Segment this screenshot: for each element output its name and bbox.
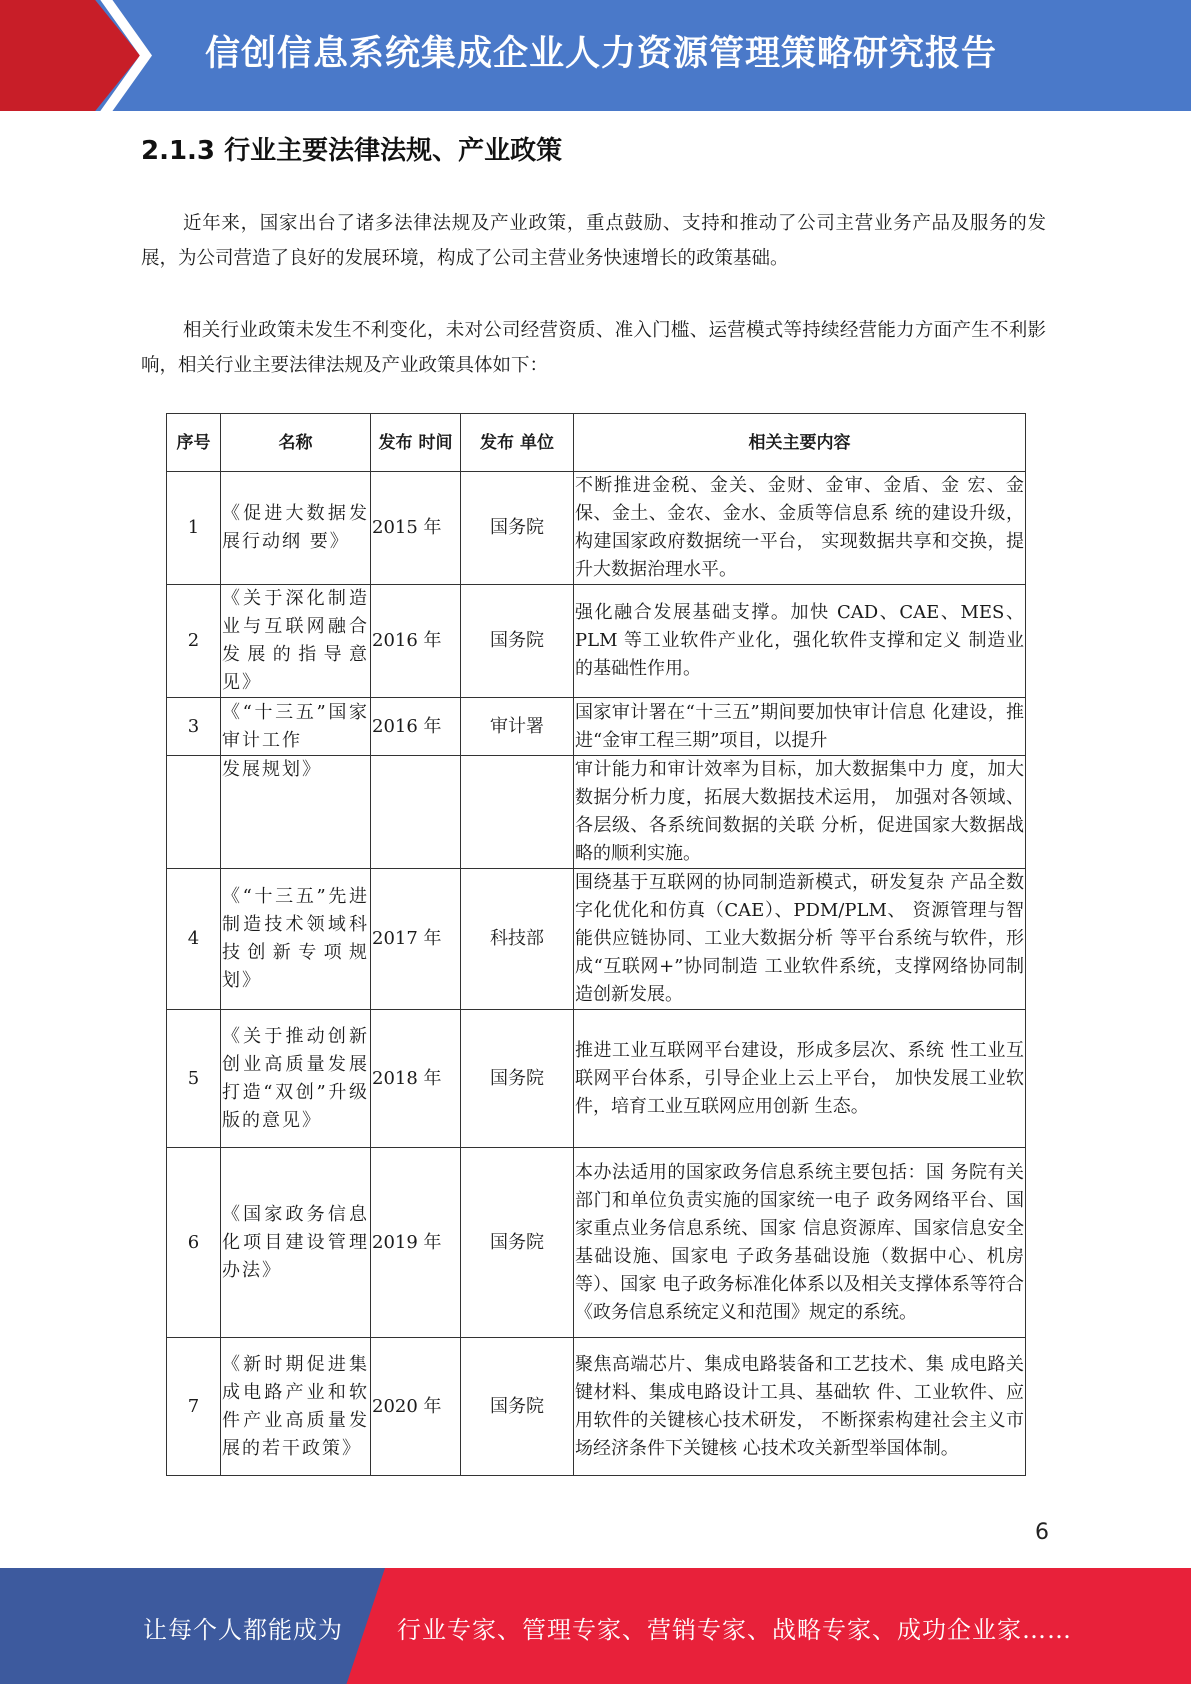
row-index: 3	[167, 698, 221, 756]
row-unit: 审计署	[461, 698, 574, 756]
row-index: 7	[167, 1338, 221, 1476]
row-content: 本办法适用的国家政务信息系统主要包括：国 务院有关部门和单位负责实施的国家统一电子 政务网络平台、国家重点业务信息系统、国家 信息资源库、国家信息安全基础设施、国家电 子政务基础设施（数据中心、机房等）、国家 电子政务标准化体系以及相关支撑体系等符合 《政务信息系统定义和范围》规定的系统。	[574, 1148, 1026, 1338]
table-row	[167, 756, 1026, 869]
row-name: 《“十三五”国家审计工作	[221, 698, 371, 756]
row-content: 国家审计署在“十三五”期间要加快审计信息 化建设，推进“金审工程三期”项目，以提升	[574, 698, 1026, 756]
row-unit: 国务院	[461, 1148, 574, 1338]
table-row	[167, 698, 1026, 756]
footer-slogan-left: 让每个人都能成为	[143, 1616, 343, 1644]
intro-paragraph: 近年来，国家出台了诸多法律法规及产业政策，重点鼓励、支持和推动了公司主营业务产品及服务的发展，为公司营造了良好的发展环境，构成了公司主营业务快速增长的政策基础。	[141, 213, 1046, 269]
row-name: 《“十三五”先进制造技术领域科技创新专项规划》	[221, 869, 371, 1010]
row-index: 4	[167, 869, 221, 1010]
row-content: 推进工业互联网平台建设，形成多层次、系统 性工业互联网平台体系，引导企业上云上平台， 加快发展工业软件，培育工业互联网应用创新 生态。	[574, 1010, 1026, 1148]
row-name: 《关于深化制造业与互联网融合发展的指导意见》	[221, 585, 371, 698]
page-number: 6	[1035, 1520, 1049, 1545]
table-row	[167, 585, 1026, 698]
row-unit: 国务院	[461, 1338, 574, 1476]
footer-slogan-right: 行业专家、管理专家、营销专家、战略专家、成功企业家……	[397, 1616, 1072, 1644]
row-index: 5	[167, 1010, 221, 1148]
row-year: 2016 年	[371, 698, 461, 756]
row-content: 强化融合发展基础支撑。加快 CAD、CAE、MES、PLM 等工业软件产业化，强化软件支撑和定义 制造业的基础性作用。	[574, 585, 1026, 698]
header-year: 发布 时间	[371, 414, 461, 472]
row-index	[167, 756, 221, 869]
row-year: 2020 年	[371, 1338, 461, 1476]
table-row	[167, 869, 1026, 1010]
row-unit: 国务院	[461, 472, 574, 585]
header-content: 相关主要内容	[574, 414, 1026, 472]
row-name: 《关于推动创新创业高质量发展打造“双创”升级版的意见》	[221, 1010, 371, 1148]
row-name: 《促进大数据发展行动纲 要》	[221, 472, 371, 585]
row-unit: 国务院	[461, 1010, 574, 1148]
row-content: 不断推进金税、金关、金财、金审、金盾、金 宏、金保、金土、金农、金水、金质等信息系 统的建设升级，构建国家政府数据统一平台， 实现数据共享和交换，提升大数据治理水平。	[574, 472, 1026, 585]
section-heading: 2.1.3 行业主要法律法规、产业政策	[141, 136, 563, 166]
row-year: 2019 年	[371, 1148, 461, 1338]
table-row	[167, 1338, 1026, 1476]
row-name: 发展规划》	[221, 756, 371, 869]
table-row	[167, 1148, 1026, 1338]
row-content: 审计能力和审计效率为目标，加大数据集中力 度，加大数据分析力度，拓展大数据技术运用， 加强对各领域、各层级、各系统间数据的关联 分析，促进国家大数据战略的顺利实施。	[574, 756, 1026, 869]
table-header-row	[167, 414, 1026, 472]
policy-table	[166, 413, 1026, 1476]
page-header	[0, 0, 1191, 111]
row-year: 2018 年	[371, 1010, 461, 1148]
header-unit: 发布 单位	[461, 414, 574, 472]
row-year: 2017 年	[371, 869, 461, 1010]
table-row	[167, 472, 1026, 585]
row-unit: 国务院	[461, 585, 574, 698]
row-year	[371, 756, 461, 869]
row-unit: 科技部	[461, 869, 574, 1010]
row-name: 《新时期促进集成电路产业和软件产业高质量发展的若干政策》	[221, 1338, 371, 1476]
row-year: 2015 年	[371, 472, 461, 585]
row-name: 《国家政务信息化项目建设管理办法》	[221, 1148, 371, 1338]
row-index: 6	[167, 1148, 221, 1338]
row-content: 聚焦高端芯片、集成电路装备和工艺技术、集 成电路关键材料、集成电路设计工具、基础软 件、工业软件、应用软件的关键核心技术研发， 不断探索构建社会主义市场经济条件下关键核 心技术攻关新型举国体制。	[574, 1338, 1026, 1476]
row-content: 围绕基于互联网的协同制造新模式，研发复杂 产品全数字化优化和仿真（CAE）、PDM/PLM、 资源管理与智能供应链协同、工业大数据分析 等平台系统与软件，形成“互联网+”协同制造 工业软件系统，支撑网络协同制造创新发展。	[574, 869, 1026, 1010]
page-footer	[0, 1568, 1191, 1684]
row-index: 1	[167, 472, 221, 585]
row-index: 2	[167, 585, 221, 698]
header-index: 序号	[167, 414, 221, 472]
policy-intro-paragraph: 相关行业政策未发生不利变化，未对公司经营资质、准入门槛、运营模式等持续经营能力方面产生不利影响，相关行业主要法律法规及产业政策具体如下：	[141, 320, 1046, 376]
table-row	[167, 1010, 1026, 1148]
report-title: 信创信息系统集成企业人力资源管理策略研究报告	[205, 34, 998, 74]
row-unit	[461, 756, 574, 869]
header-name: 名称	[221, 414, 371, 472]
row-year: 2016 年	[371, 585, 461, 698]
